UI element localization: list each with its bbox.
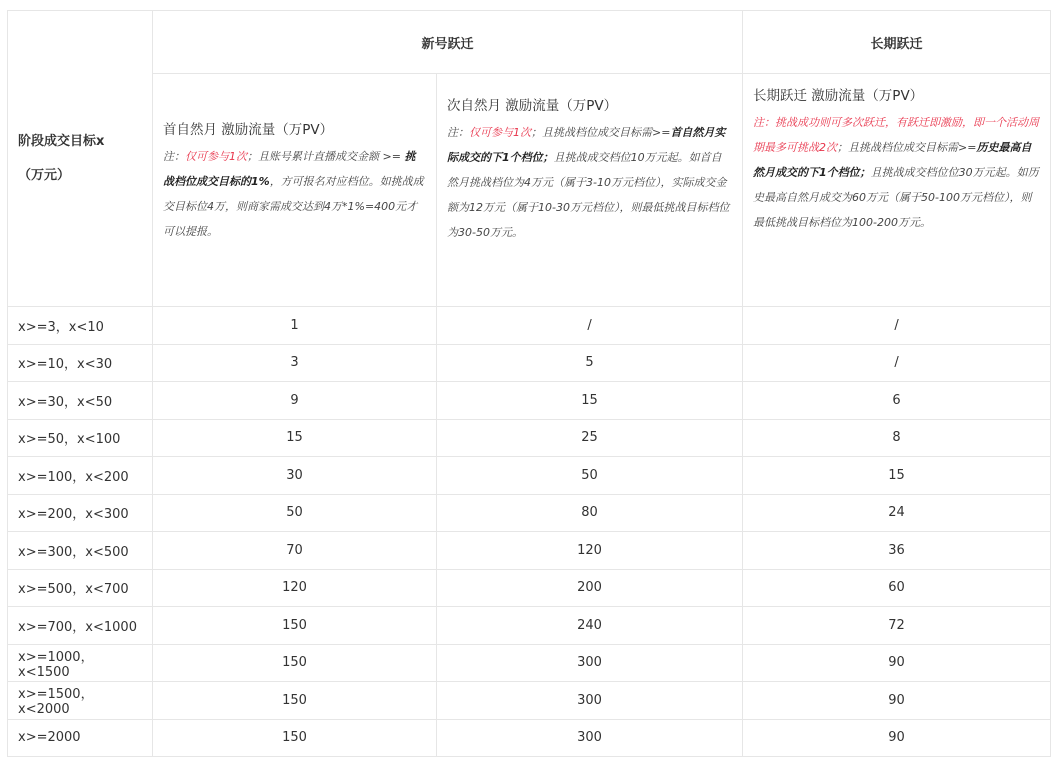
note-bold: 历史最高自然月成交的下1个档位； (753, 141, 1032, 179)
col-header-long-term (743, 74, 1051, 307)
value-cell: 90 (743, 682, 1051, 720)
table-row (8, 532, 1051, 570)
note-prefix: 注： (753, 116, 776, 129)
note-text: ；且账号累计直播成交金额 >= (247, 150, 405, 163)
range-cell: x>=500，x<700 (8, 569, 153, 607)
value-cell: 300 (437, 719, 743, 757)
row-label-header (8, 11, 153, 307)
note-text: ；且挑战档位成交目标需>= (837, 141, 977, 154)
value-cell: 50 (437, 457, 743, 495)
range-cell: x>=3，x<10 (8, 307, 153, 345)
value-cell: 25 (437, 419, 743, 457)
range-cell: x>=2000 (8, 719, 153, 757)
value-cell: 8 (743, 419, 1051, 457)
value-cell: 15 (153, 419, 437, 457)
value-cell: 120 (153, 569, 437, 607)
value-cell: 24 (743, 494, 1051, 532)
value-cell: 200 (437, 569, 743, 607)
value-cell: 15 (437, 382, 743, 420)
value-cell: 150 (153, 682, 437, 720)
value-cell: 80 (437, 494, 743, 532)
col-title: 次自然月 激励流量（万PV） (447, 98, 618, 114)
table-row (8, 569, 1051, 607)
value-cell: 15 (743, 457, 1051, 495)
row-label-unit: （万元） (18, 167, 71, 183)
value-cell: 1 (153, 307, 437, 345)
table-row (8, 457, 1051, 495)
row-label-title: 阶段成交目标x (18, 133, 105, 149)
table-row (8, 419, 1051, 457)
col-title: 长期跃迁 激励流量（万PV） (753, 88, 924, 104)
value-cell: 90 (743, 719, 1051, 757)
value-cell: 70 (153, 532, 437, 570)
col-note (447, 120, 732, 245)
table-row (8, 494, 1051, 532)
range-cell: x>=300，x<500 (8, 532, 153, 570)
range-cell: x>=200，x<300 (8, 494, 153, 532)
col-title: 首自然月 激励流量（万PV） (163, 122, 334, 138)
value-cell: 3 (153, 344, 437, 382)
value-cell: 300 (437, 644, 743, 682)
range-cell: x>=100，x<200 (8, 457, 153, 495)
table-row (8, 307, 1051, 345)
note-text: 且挑战成交档位位30万元起。如历史最高自然月成交为60万元（属于50-100万元档位），则最低挑战目标档位为100-200万元。 (753, 166, 1039, 229)
group-header-new: 新号跃迁 (153, 11, 743, 74)
value-cell: 9 (153, 382, 437, 420)
value-cell: 150 (153, 644, 437, 682)
value-cell: 50 (153, 494, 437, 532)
value-cell: 240 (437, 607, 743, 645)
table-row (8, 344, 1051, 382)
note-highlight: 仅可参与1次 (469, 126, 531, 139)
table-row (8, 682, 1051, 720)
note-prefix: 注： (163, 150, 185, 163)
note-text: ，方可报名对应档位。如挑战成交目标位4万，则商家需成交达到4万*1%=400元才可以提报。 (163, 175, 424, 238)
value-cell: 30 (153, 457, 437, 495)
value-cell: 300 (437, 682, 743, 720)
note-highlight: 仅可参与1次 (185, 150, 247, 163)
note-highlight: 挑战成功则可多次跃迁，有跃迁即激励，即一个活动周期最多可挑战2次 (753, 116, 1040, 154)
col-note (753, 110, 1040, 235)
range-cell: x>=700，x<1000 (8, 607, 153, 645)
range-cell: x>=1000，x<1500 (8, 644, 153, 682)
value-cell: 90 (743, 644, 1051, 682)
value-cell: 72 (743, 607, 1051, 645)
value-cell: 60 (743, 569, 1051, 607)
value-cell: 36 (743, 532, 1051, 570)
value-cell: 120 (437, 532, 743, 570)
value-cell: / (743, 307, 1051, 345)
col-header-second-month (437, 74, 743, 307)
note-bold: 首自然月实际成交的下1个档位； (447, 126, 726, 164)
note-bold: 挑战档位成交目标的1% (163, 150, 416, 188)
range-cell: x>=10，x<30 (8, 344, 153, 382)
col-note (163, 144, 426, 244)
incentive-table (7, 10, 1051, 757)
note-prefix: 注： (447, 126, 469, 139)
table-row (8, 607, 1051, 645)
value-cell: 5 (437, 344, 743, 382)
value-cell: / (437, 307, 743, 345)
table-row (8, 644, 1051, 682)
note-text: ；且挑战档位成交目标需>= (531, 126, 671, 139)
value-cell: 150 (153, 719, 437, 757)
range-cell: x>=1500，x<2000 (8, 682, 153, 720)
value-cell: 6 (743, 382, 1051, 420)
range-cell: x>=30，x<50 (8, 382, 153, 420)
value-cell: 150 (153, 607, 437, 645)
value-cell: / (743, 344, 1051, 382)
group-header-long: 长期跃迁 (743, 11, 1051, 74)
table-row (8, 382, 1051, 420)
note-text: 且挑战成交档位10万元起。如首自然月挑战档位为4万元（属于3-10万元档位），实际成交金额为12万元（属于10-30万元档位），则最低挑战目标档位为30-50万元。 (447, 151, 730, 239)
col-header-first-month (153, 74, 437, 307)
range-cell: x>=50，x<100 (8, 419, 153, 457)
table-row (8, 719, 1051, 757)
